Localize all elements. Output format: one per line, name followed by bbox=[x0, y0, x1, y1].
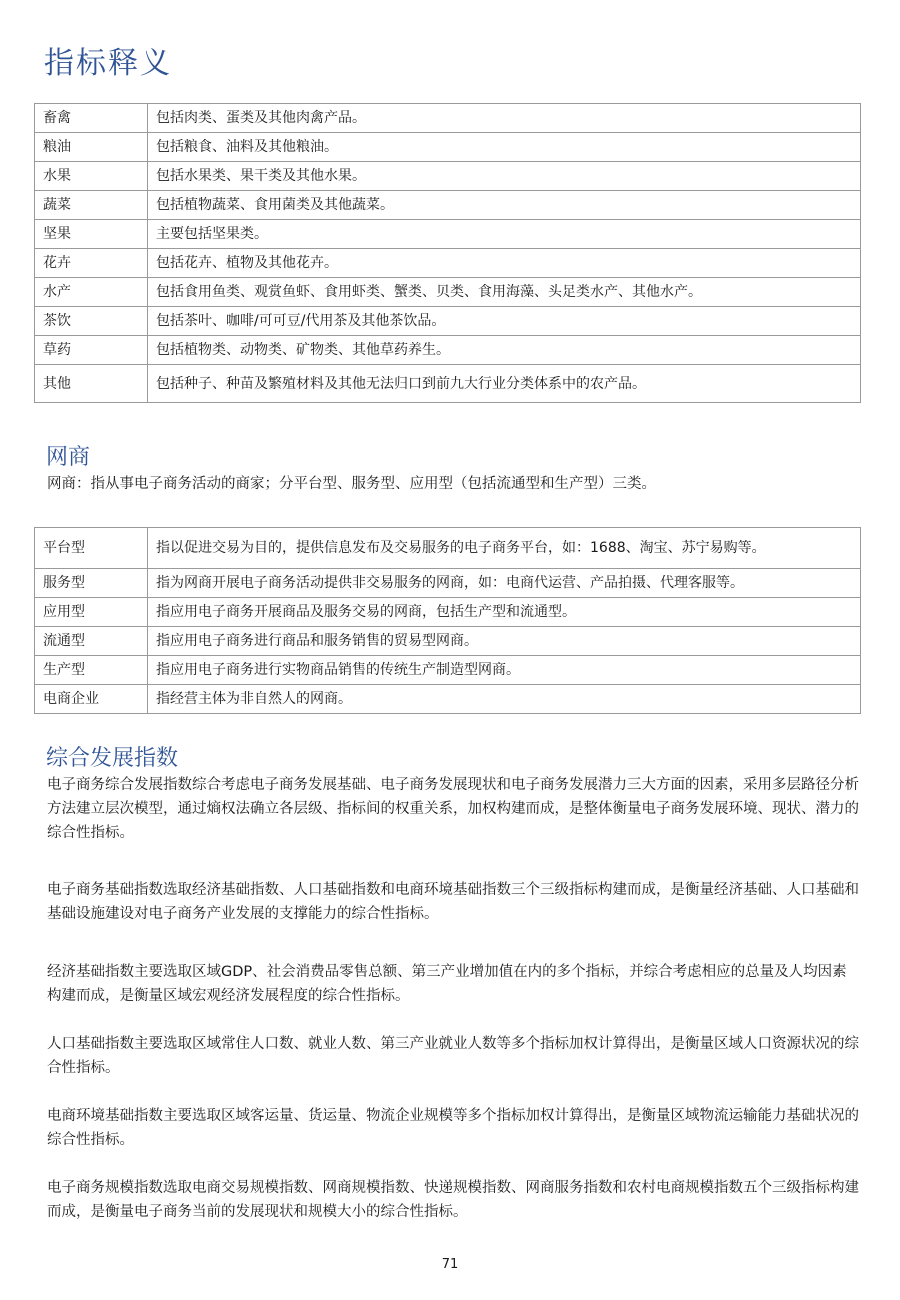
term-cell: 水果 bbox=[35, 162, 148, 191]
table-row bbox=[35, 307, 861, 336]
description-cell: 包括水果类、果干类及其他水果。 bbox=[148, 162, 861, 191]
table-row bbox=[35, 569, 861, 598]
table-row bbox=[35, 656, 861, 685]
term-cell: 服务型 bbox=[35, 569, 148, 598]
table-row bbox=[35, 336, 861, 365]
term-cell: 流通型 bbox=[35, 627, 148, 656]
page-number: 71 bbox=[441, 1257, 459, 1272]
table-row bbox=[35, 162, 861, 191]
index-paragraph: 电子商务综合发展指数综合考虑电子商务发展基础、电子商务发展现状和电子商务发展潜力三大方面的因素，采用多层路径分析方法建立层次模型，通过熵权法确立各层级、指标间的权重关系，加权构建而成，是整体衡量电子商务发展环境、现状、潜力的综合性指标。 bbox=[47, 777, 859, 841]
index-paragraph: 人口基础指数主要选取区域常住人口数、就业人数、第三产业就业人数等多个指标加权计算得出，是衡量区域人口资源状况的综合性指标。 bbox=[47, 1036, 859, 1076]
index-paragraph: 电子商务规模指数选取电商交易规模指数、网商规模指数、快递规模指数、网商服务指数和农村电商规模指数五个三级指标构建而成，是衡量电子商务当前的发展现状和规模大小的综合性指标。 bbox=[47, 1180, 859, 1220]
table-row bbox=[35, 598, 861, 627]
table-row bbox=[35, 133, 861, 162]
description-cell: 指应用电子商务开展商品及服务交易的网商，包括生产型和流通型。 bbox=[148, 598, 861, 627]
table-row bbox=[35, 278, 861, 307]
term-cell: 应用型 bbox=[35, 598, 148, 627]
description-cell: 指应用电子商务进行实物商品销售的传统生产制造型网商。 bbox=[148, 656, 861, 685]
description-cell: 包括植物蔬菜、食用菌类及其他蔬菜。 bbox=[148, 191, 861, 220]
table-row bbox=[35, 685, 861, 714]
term-cell: 水产 bbox=[35, 278, 148, 307]
term-cell: 粮油 bbox=[35, 133, 148, 162]
term-cell: 其他 bbox=[35, 365, 148, 403]
description-cell: 主要包括坚果类。 bbox=[148, 220, 861, 249]
description-cell: 包括种子、种苗及繁殖材料及其他无法归口到前九大行业分类体系中的农产品。 bbox=[148, 365, 861, 403]
index-section-heading: 综合发展指数 bbox=[46, 746, 179, 771]
description-cell: 指以促进交易为目的，提供信息发布及交易服务的电子商务平台，如：1688、淘宝、苏宁易购等。 bbox=[148, 528, 861, 569]
description-cell: 指经营主体为非自然人的网商。 bbox=[148, 685, 861, 714]
table-row bbox=[35, 365, 861, 403]
term-cell: 茶饮 bbox=[35, 307, 148, 336]
description-cell: 包括粮食、油料及其他粮油。 bbox=[148, 133, 861, 162]
table-row bbox=[35, 528, 861, 569]
description-cell: 包括肉类、蛋类及其他肉禽产品。 bbox=[148, 104, 861, 133]
description-cell: 包括花卉、植物及其他花卉。 bbox=[148, 249, 861, 278]
term-cell: 平台型 bbox=[35, 528, 148, 569]
index-paragraph: 经济基础指数主要选取区域GDP、社会消费品零售总额、第三产业增加值在内的多个指标，并综合考虑相应的总量及人均因素构建而成，是衡量区域宏观经济发展程度的综合性指标。 bbox=[47, 964, 847, 1004]
term-cell: 坚果 bbox=[35, 220, 148, 249]
term-cell: 草药 bbox=[35, 336, 148, 365]
term-cell: 畜禽 bbox=[35, 104, 148, 133]
table-row bbox=[35, 249, 861, 278]
index-paragraph: 电子商务基础指数选取经济基础指数、人口基础指数和电商环境基础指数三个三级指标构建而成，是衡量经济基础、人口基础和基础设施建设对电子商务产业发展的支撑能力的综合性指标。 bbox=[47, 882, 859, 922]
term-cell: 电商企业 bbox=[35, 685, 148, 714]
description-cell: 指应用电子商务进行商品和服务销售的贸易型网商。 bbox=[148, 627, 861, 656]
page-title: 指标释义 bbox=[44, 46, 172, 81]
table-row bbox=[35, 104, 861, 133]
description-cell: 包括食用鱼类、观赏鱼虾、食用虾类、蟹类、贝类、食用海藻、头足类水产、其他水产。 bbox=[148, 278, 861, 307]
description-cell: 指为网商开展电子商务活动提供非交易服务的网商，如：电商代运营、产品拍摄、代理客服等。 bbox=[148, 569, 861, 598]
description-cell: 包括茶叶、咖啡/可可豆/代用茶及其他茶饮品。 bbox=[148, 307, 861, 336]
description-cell: 包括植物类、动物类、矿物类、其他草药养生。 bbox=[148, 336, 861, 365]
category-definition-table bbox=[34, 103, 861, 403]
term-cell: 蔬菜 bbox=[35, 191, 148, 220]
table-row bbox=[35, 627, 861, 656]
term-cell: 生产型 bbox=[35, 656, 148, 685]
merchant-type-table bbox=[34, 527, 861, 714]
index-paragraph: 电商环境基础指数主要选取区域客运量、货运量、物流企业规模等多个指标加权计算得出，是衡量区域物流运输能力基础状况的综合性指标。 bbox=[47, 1108, 859, 1148]
table-row bbox=[35, 220, 861, 249]
merchant-intro-text: 网商：指从事电子商务活动的商家；分平台型、服务型、应用型（包括流通型和生产型）三类。 bbox=[47, 476, 656, 492]
term-cell: 花卉 bbox=[35, 249, 148, 278]
merchant-section-heading: 网商 bbox=[46, 445, 91, 470]
table-row bbox=[35, 191, 861, 220]
